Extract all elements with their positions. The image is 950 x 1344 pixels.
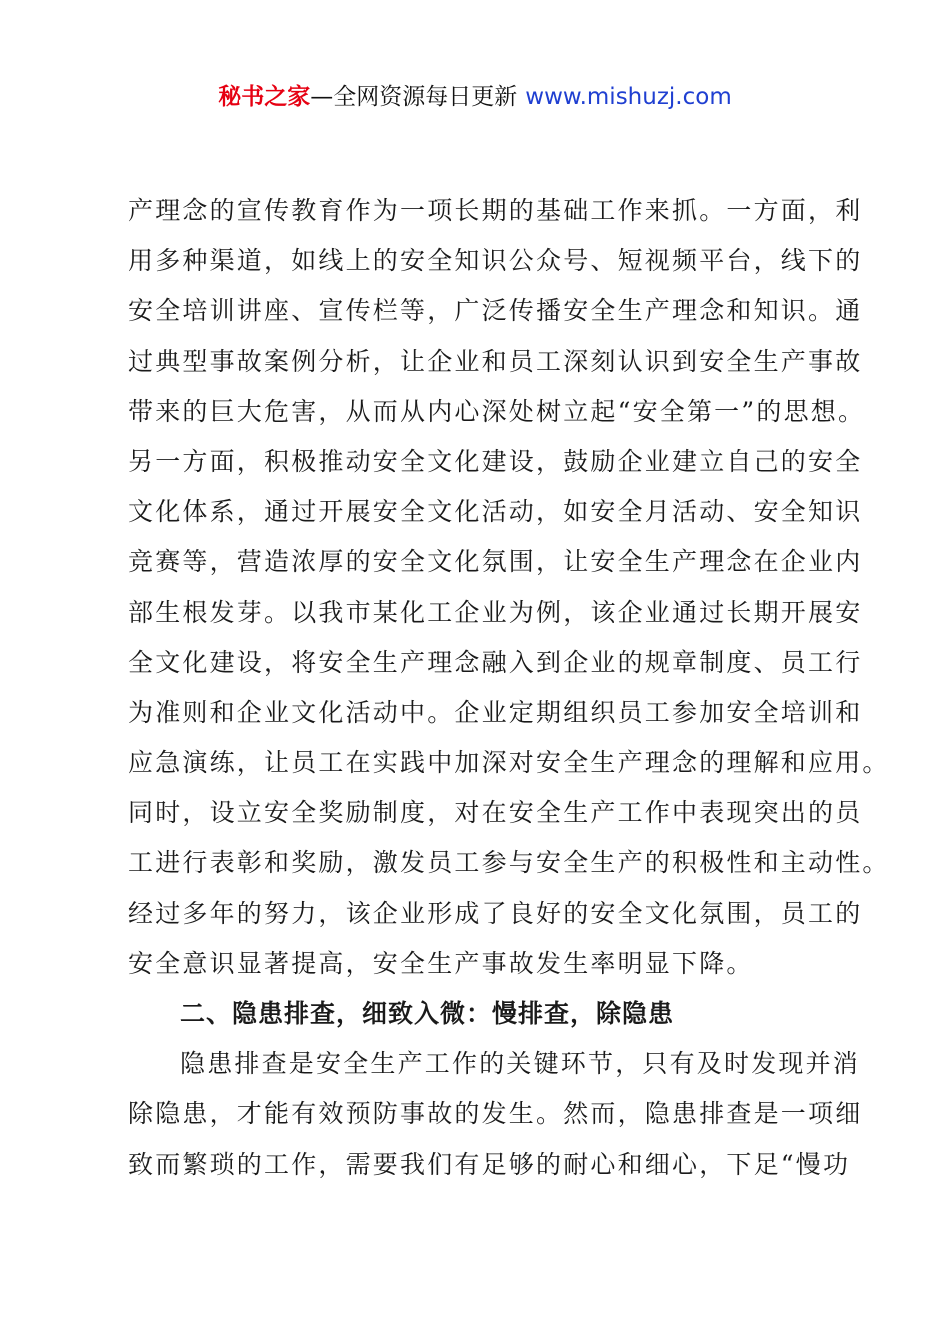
text-line: 过典型事故案例分析，让企业和员工深刻认识到安全生产事故 [128, 346, 863, 376]
text-line: 隐患排查是安全生产工作的关键环节，只有及时发现并消 [180, 1049, 861, 1079]
section-heading: 二、隐患排查，细致入微：慢排查，除隐患 [180, 999, 675, 1028]
header-brand: 秘书之家 [218, 84, 311, 110]
text-line: 带来的巨大危害，从而从内心深处树立起“安全第一”的思想。 [128, 396, 866, 426]
header-site-link[interactable]: www.mishuzj.com [525, 84, 732, 110]
text-line: 全文化建设，将安全生产理念融入到企业的规章制度、员工行 [128, 647, 863, 677]
text-line: 经过多年的努力，该企业形成了良好的安全文化氛围，员工的 [128, 898, 863, 928]
page-header [0, 80, 950, 114]
header-slogan: —全网资源每日更新 [310, 84, 518, 110]
text-line: 除隐患，才能有效预防事故的发生。然而，隐患排查是一项细 [128, 1099, 863, 1129]
text-line: 同时，设立安全奖励制度，对在安全生产工作中表现突出的员 [128, 798, 863, 828]
text-line: 工进行表彰和奖励，激发员工参与安全生产的积极性和主动性。 [128, 848, 890, 878]
text-line: 竞赛等，营造浓厚的安全文化氛围，让安全生产理念在企业内 [128, 547, 863, 577]
text-line: 另一方面，积极推动安全文化建设，鼓励企业建立自己的安全 [128, 446, 863, 476]
text-line: 应急演练，让员工在实践中加深对安全生产理念的理解和应用。 [128, 748, 890, 778]
text-line: 部生根发芽。以我市某化工企业为例，该企业通过长期开展安 [128, 597, 863, 627]
text-line: 用多种渠道，如线上的安全知识公众号、短视频平台，线下的 [128, 246, 863, 276]
text-line: 文化体系，通过开展安全文化活动，如安全月活动、安全知识 [128, 497, 863, 527]
text-line: 致而繁琐的工作，需要我们有足够的耐心和细心，下足“慢功 [128, 1149, 851, 1179]
text-line: 安全培训讲座、宣传栏等，广泛传播安全生产理念和知识。通 [128, 296, 863, 326]
document-body [128, 186, 890, 1190]
text-line: 为准则和企业文化活动中。企业定期组织员工参加安全培训和 [128, 697, 863, 727]
text-line: 安全意识显著提高，安全生产事故发生率明显下降。 [128, 948, 754, 978]
text-line: 产理念的宣传教育作为一项长期的基础工作来抓。一方面，利 [128, 196, 863, 225]
